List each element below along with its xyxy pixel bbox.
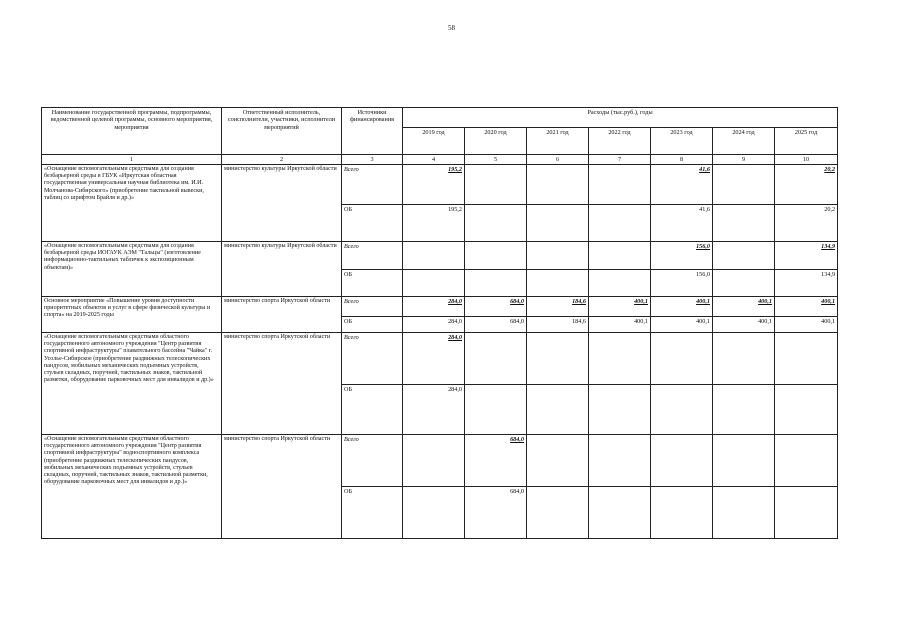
column-number: 10: [775, 155, 838, 165]
column-number: 4: [403, 155, 465, 165]
source-total-label: Всего: [342, 297, 403, 317]
amount-cell: 400,1: [713, 297, 775, 317]
amount-cell: [589, 487, 651, 539]
column-number: 2: [222, 155, 342, 165]
amount-cell: [651, 385, 713, 435]
amount-cell: [713, 385, 775, 435]
table-row: [42, 242, 838, 270]
executor: министерство спорта Иркутской области: [222, 297, 342, 333]
amount-cell: [527, 333, 589, 385]
header-expenses: Расходы (тыс.руб.), годы: [403, 108, 838, 128]
amount-cell: 684,0: [465, 435, 527, 487]
amount-cell: [527, 487, 589, 539]
amount-cell: 684,0: [465, 317, 527, 333]
amount-cell: [403, 487, 465, 539]
header-program-name: Наименование государственной программы, подпрограммы, ведомственной целевой программы, основного мероприятия, мероприятия: [42, 108, 222, 155]
amount-cell: [403, 270, 465, 297]
amount-cell: [527, 165, 589, 205]
amount-cell: 41,6: [651, 165, 713, 205]
amount-cell: [527, 205, 589, 242]
header-year: 2021 год: [527, 128, 589, 155]
measure-name: Основное мероприятие «Повышение уровня доступности приоритетных объектов и услуг в сфере физической культуры и спорта» на 2019-2025 годы: [42, 297, 222, 333]
source-ob-label: ОБ: [342, 487, 403, 539]
source-total-label: Всего: [342, 165, 403, 205]
source-ob-label: ОБ: [342, 270, 403, 297]
header-funding-source: Источники финансирования: [342, 108, 403, 155]
amount-cell: [465, 242, 527, 270]
column-number: 7: [589, 155, 651, 165]
table-row: [42, 165, 838, 205]
header-year: 2023 год: [651, 128, 713, 155]
amount-cell: [713, 242, 775, 270]
budget-table: [41, 107, 838, 539]
amount-cell: [403, 242, 465, 270]
amount-cell: 284,0: [403, 385, 465, 435]
source-total-label: Всего: [342, 242, 403, 270]
column-number: 3: [342, 155, 403, 165]
source-total-label: Всего: [342, 333, 403, 385]
header-executor: Ответственный исполнитель, соисполнители, участники, исполнители мероприятий: [222, 108, 342, 155]
amount-cell: 156,0: [651, 270, 713, 297]
amount-cell: [589, 165, 651, 205]
executor: министерство культуры Иркутской области: [222, 165, 342, 242]
source-ob-label: ОБ: [342, 205, 403, 242]
amount-cell: 684,0: [465, 487, 527, 539]
amount-cell: [527, 385, 589, 435]
amount-cell: [713, 205, 775, 242]
amount-cell: 400,1: [775, 317, 838, 333]
source-total-label: Всего: [342, 435, 403, 487]
header-year: 2019 год: [403, 128, 465, 155]
amount-cell: [403, 435, 465, 487]
amount-cell: [713, 165, 775, 205]
amount-cell: 195,2: [403, 165, 465, 205]
amount-cell: [651, 487, 713, 539]
amount-cell: 134,9: [775, 270, 838, 297]
amount-cell: 400,1: [651, 297, 713, 317]
measure-name: «Оснащение вспомогательными средствами для создания безбарьерной среды в ГБУК «Иркутская областная государственная универсальная научная библиотека им. И.И. Молчанова-Сибирского» (приобретение тактильной вывески, таблиц со шрифтом Брайля и др.)»: [42, 165, 222, 242]
amount-cell: [465, 385, 527, 435]
amount-cell: 400,1: [589, 317, 651, 333]
amount-cell: 20,2: [775, 165, 838, 205]
amount-cell: [775, 435, 838, 487]
amount-cell: 20,2: [775, 205, 838, 242]
amount-cell: 184,6: [527, 317, 589, 333]
amount-cell: [589, 333, 651, 385]
table-row: [42, 333, 838, 385]
column-number: 5: [465, 155, 527, 165]
header-year: 2024 год: [713, 128, 775, 155]
amount-cell: [589, 270, 651, 297]
amount-cell: 400,1: [775, 297, 838, 317]
amount-cell: 400,1: [713, 317, 775, 333]
amount-cell: [465, 165, 527, 205]
amount-cell: [713, 435, 775, 487]
column-number: 9: [713, 155, 775, 165]
amount-cell: 134,9: [775, 242, 838, 270]
header-year: 2025 год: [775, 128, 838, 155]
source-ob-label: ОБ: [342, 317, 403, 333]
amount-cell: [527, 435, 589, 487]
amount-cell: [465, 270, 527, 297]
column-number: 6: [527, 155, 589, 165]
amount-cell: [527, 270, 589, 297]
amount-cell: 195,2: [403, 205, 465, 242]
amount-cell: 400,1: [651, 317, 713, 333]
executor: министерство культуры Иркутской области: [222, 242, 342, 297]
source-ob-label: ОБ: [342, 385, 403, 435]
header-year: 2020 год: [465, 128, 527, 155]
amount-cell: 284,0: [403, 297, 465, 317]
measure-name: «Оснащение вспомогательными средствами для создания безбарьерной среды ИОГАУК АЭМ "Тальцы" (изготовление информационно-тактильных табличек к экспозиционным объектам)»: [42, 242, 222, 297]
amount-cell: [589, 242, 651, 270]
amount-cell: 684,0: [465, 297, 527, 317]
measure-name: «Оснащение вспомогательными средствами областного государственного автономного учреждения "Центр развития спортивной инфраструктуры" водноспортивного комплекса (приобретение раздвижных телескопических пандусов, мобильных механических подъемных устройств, стульев складных, поручней, тактильных знаков, тактильной разметки, оборудование парковочных мест для инвалидов и др.)»: [42, 435, 222, 539]
table-row: [42, 435, 838, 487]
amount-cell: [589, 385, 651, 435]
amount-cell: [713, 487, 775, 539]
amount-cell: 400,1: [589, 297, 651, 317]
amount-cell: 41,6: [651, 205, 713, 242]
amount-cell: [589, 435, 651, 487]
amount-cell: 284,0: [403, 317, 465, 333]
amount-cell: [465, 205, 527, 242]
page-number: 58: [448, 24, 455, 32]
amount-cell: [527, 242, 589, 270]
amount-cell: 184,6: [527, 297, 589, 317]
table-row: [42, 297, 838, 317]
amount-cell: 284,0: [403, 333, 465, 385]
measure-name: «Оснащение вспомогательными средствами областного государственного автономного учреждения "Центр развития спортивной инфраструктуры" плавательного бассейна "Чайка" г. Усолье-Сибирское (приобретение раздвижных телескопических пандусов, мобильных механических подъемных устройств, стульев складных, поручней, тактильных знаков, тактильной разметки, оборудование парковочных мест для инвалидов и др.)»: [42, 333, 222, 435]
column-number: 1: [42, 155, 222, 165]
amount-cell: [651, 333, 713, 385]
amount-cell: [775, 385, 838, 435]
executor: министерство спорта Иркутской области: [222, 435, 342, 539]
amount-cell: [713, 333, 775, 385]
amount-cell: [651, 435, 713, 487]
amount-cell: [713, 270, 775, 297]
executor: министерство спорта Иркутской области: [222, 333, 342, 435]
header-year: 2022 год: [589, 128, 651, 155]
column-number: 8: [651, 155, 713, 165]
amount-cell: [465, 333, 527, 385]
amount-cell: 156,0: [651, 242, 713, 270]
amount-cell: [589, 205, 651, 242]
amount-cell: [775, 333, 838, 385]
amount-cell: [775, 487, 838, 539]
